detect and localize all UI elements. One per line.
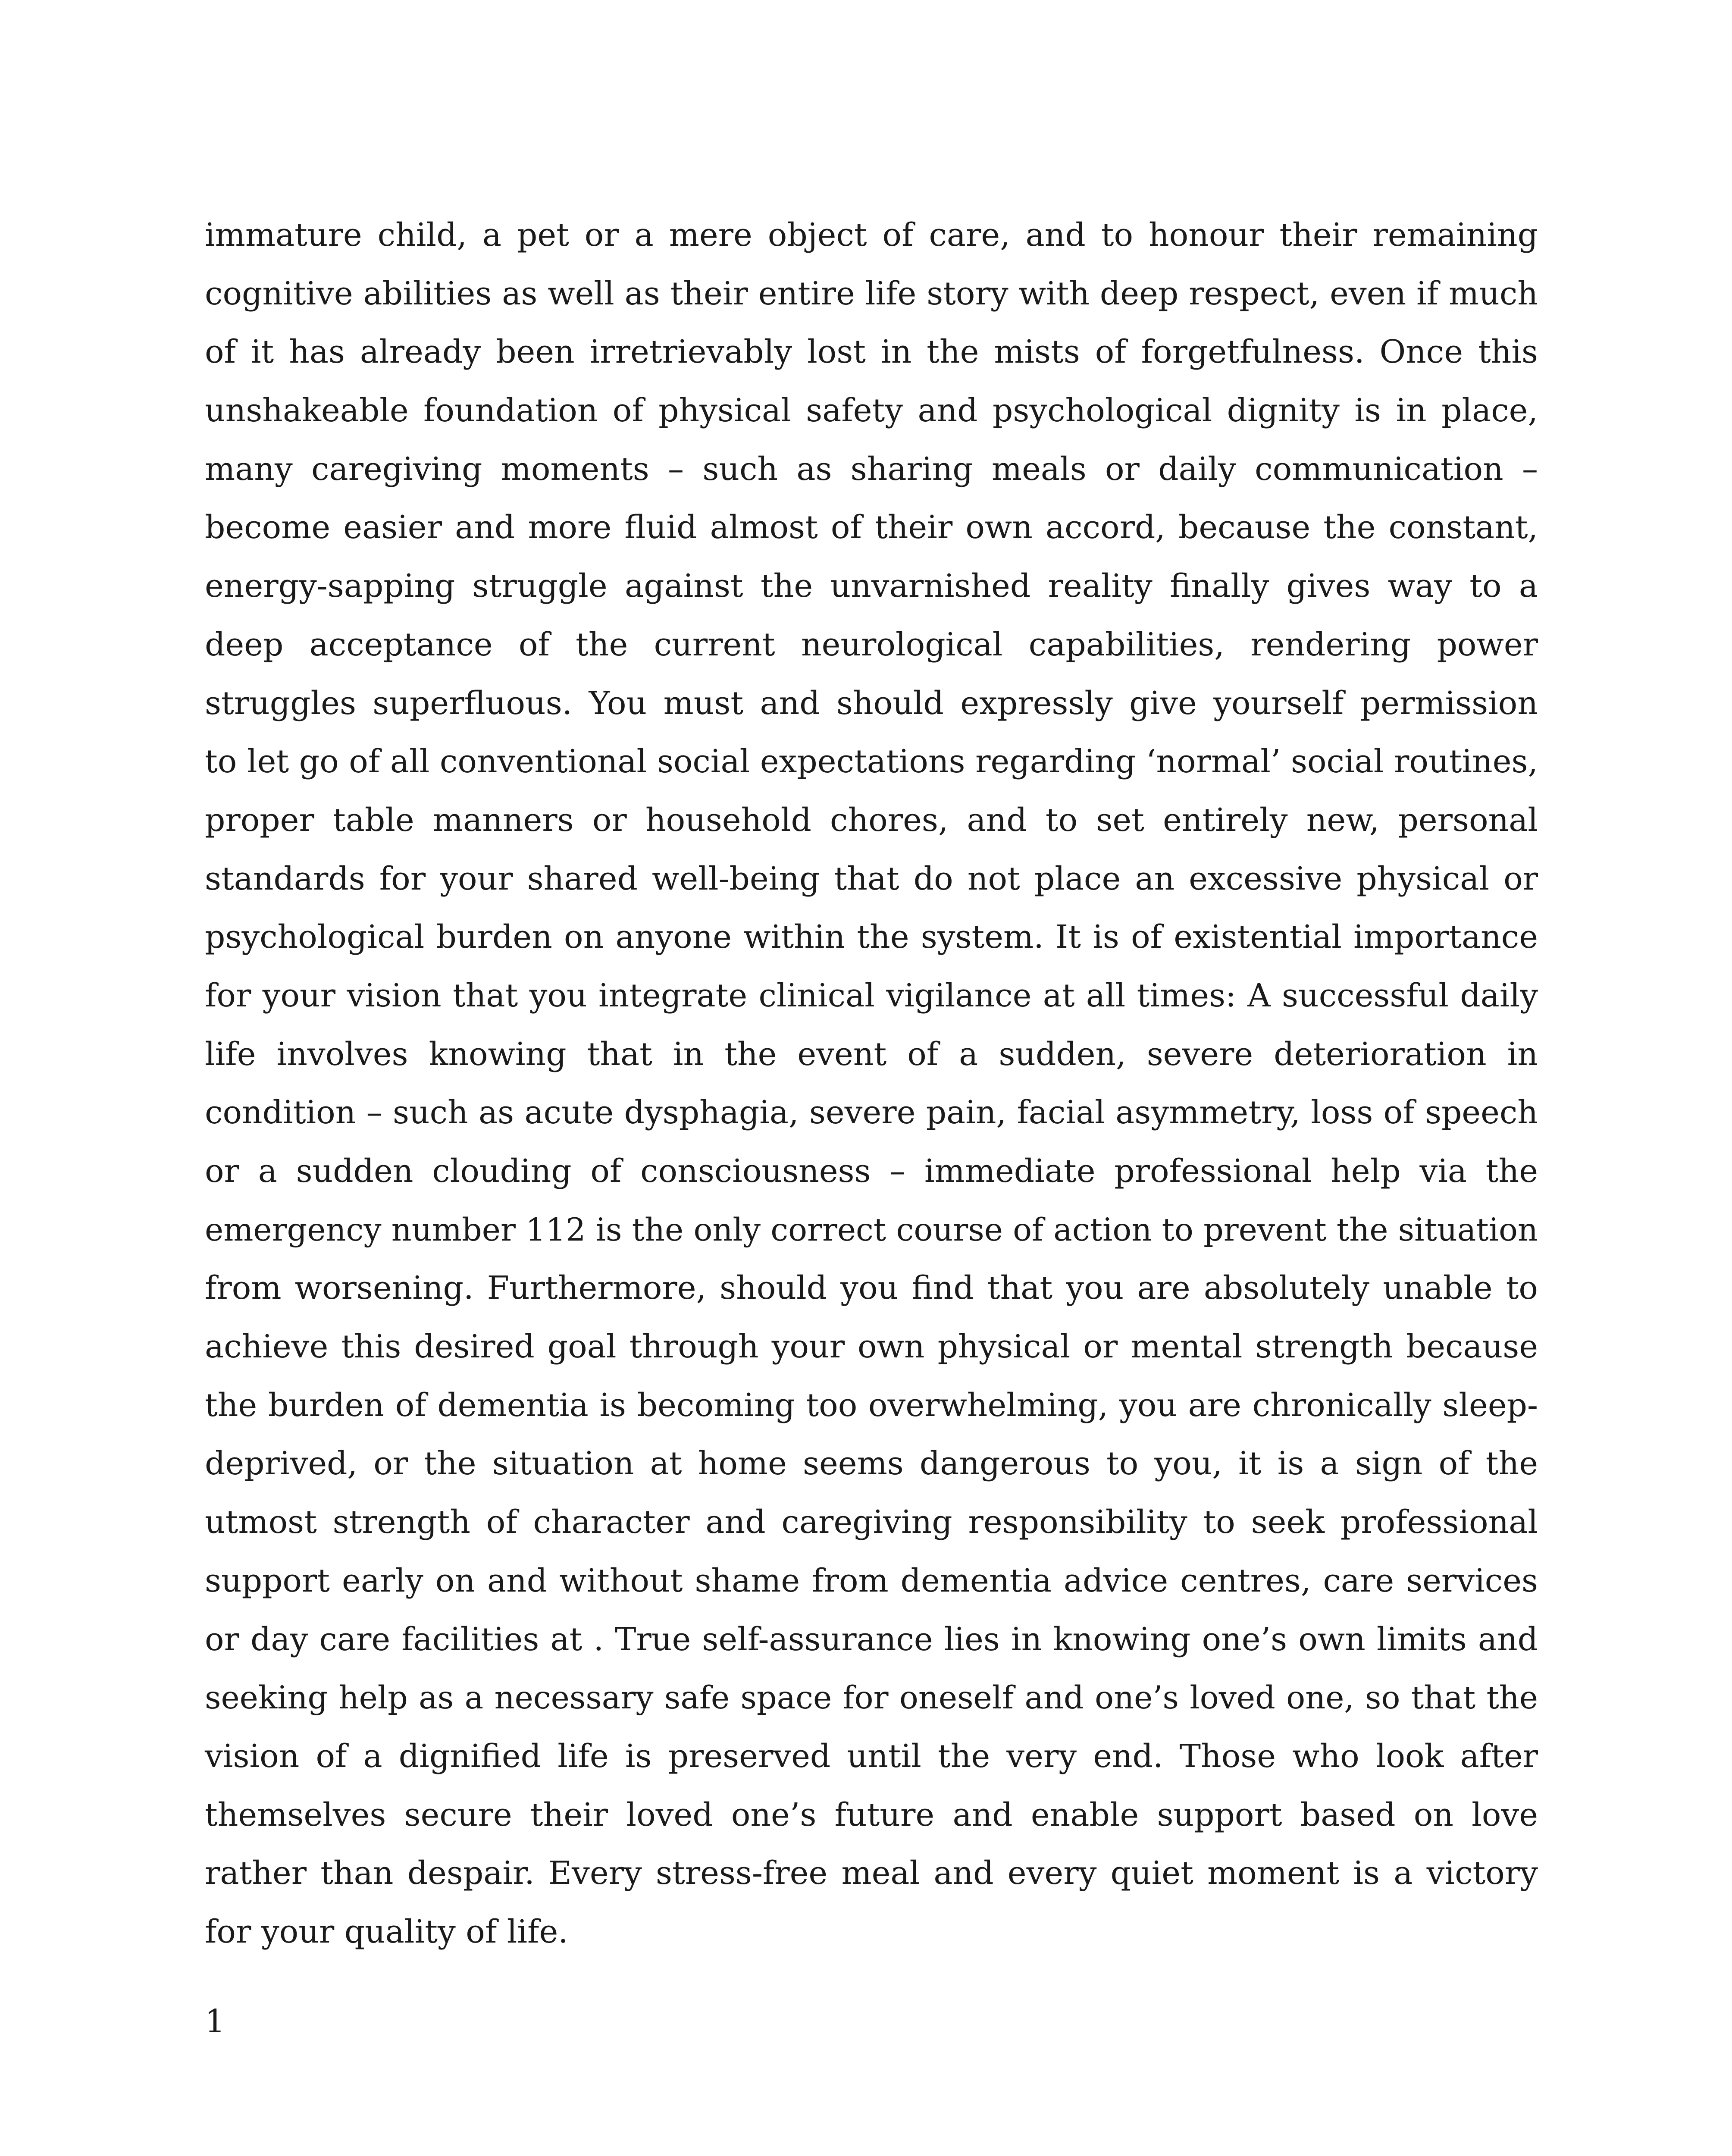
text-line: rather than despair. Every stress-free meal and every quiet moment is a victory bbox=[205, 1855, 1538, 1892]
text-line: life involves knowing that in the event of a sudden, severe deterioration in bbox=[205, 1035, 1538, 1073]
text-line: energy-sapping struggle against the unvarnished reality finally gives way to a bbox=[205, 567, 1538, 605]
text-line: condition – such as acute dysphagia, severe pain, facial asymmetry, loss of speech bbox=[205, 1094, 1538, 1131]
text-line: achieve this desired goal through your own physical or mental strength because bbox=[205, 1328, 1538, 1366]
text-line: emergency number 112 is the only correct course of action to prevent the situation bbox=[205, 1211, 1538, 1248]
body-paragraph bbox=[205, 206, 1538, 1962]
text-line: deprived, or the situation at home seems dangerous to you, it is a sign of the bbox=[205, 1445, 1538, 1482]
text-line: for your vision that you integrate clinical vigilance at all times: A successful daily bbox=[205, 977, 1538, 1014]
text-line: for your quality of life. bbox=[205, 1913, 568, 1950]
text-line: proper table manners or household chores, and to set entirely new, personal bbox=[205, 801, 1538, 839]
text-line: many caregiving moments – such as sharing meals or daily communication – bbox=[205, 450, 1538, 488]
text-line: utmost strength of character and caregiving responsibility to seek professional bbox=[205, 1504, 1538, 1541]
text-line: unshakeable foundation of physical safety and psychological dignity is in place, bbox=[205, 392, 1538, 429]
text-line: cognitive abilities as well as their entire life story with deep respect, even if much bbox=[205, 275, 1538, 312]
text-line: become easier and more fluid almost of their own accord, because the constant, bbox=[205, 509, 1538, 546]
text-line: seeking help as a necessary safe space for oneself and one’s loved one, so that the bbox=[205, 1680, 1538, 1717]
text-line: support early on and without shame from dementia advice centres, care services bbox=[205, 1562, 1538, 1599]
text-line: struggles superfluous. You must and should expressly give yourself permission bbox=[205, 684, 1538, 722]
text-line: psychological burden on anyone within the system. It is of existential importance bbox=[205, 918, 1538, 956]
text-line: standards for your shared well-being that do not place an excessive physical or bbox=[205, 860, 1538, 897]
text-line: to let go of all conventional social expectations regarding ‘normal’ social routines, bbox=[205, 743, 1538, 780]
text-line: or a sudden clouding of consciousness – immediate professional help via the bbox=[205, 1153, 1538, 1190]
page-number: 1 bbox=[205, 2003, 226, 2040]
text-line: from worsening. Furthermore, should you find that you are absolutely unable to bbox=[205, 1269, 1538, 1307]
text-line: vision of a dignified life is preserved until the very end. Those who look after bbox=[205, 1737, 1538, 1775]
text-line: of it has already been irretrievably lost in the mists of forgetfulness. Once this bbox=[205, 333, 1538, 371]
text-line: themselves secure their loved one’s future and enable support based on love bbox=[205, 1796, 1538, 1833]
text-line: or day care facilities at . True self-assurance lies in knowing one’s own limits and bbox=[205, 1620, 1538, 1658]
text-line: immature child, a pet or a mere object of care, and to honour their remaining bbox=[205, 216, 1538, 254]
text-line: deep acceptance of the current neurological capabilities, rendering power bbox=[205, 626, 1538, 663]
text-line: the burden of dementia is becoming too overwhelming, you are chronically sleep- bbox=[205, 1386, 1538, 1424]
